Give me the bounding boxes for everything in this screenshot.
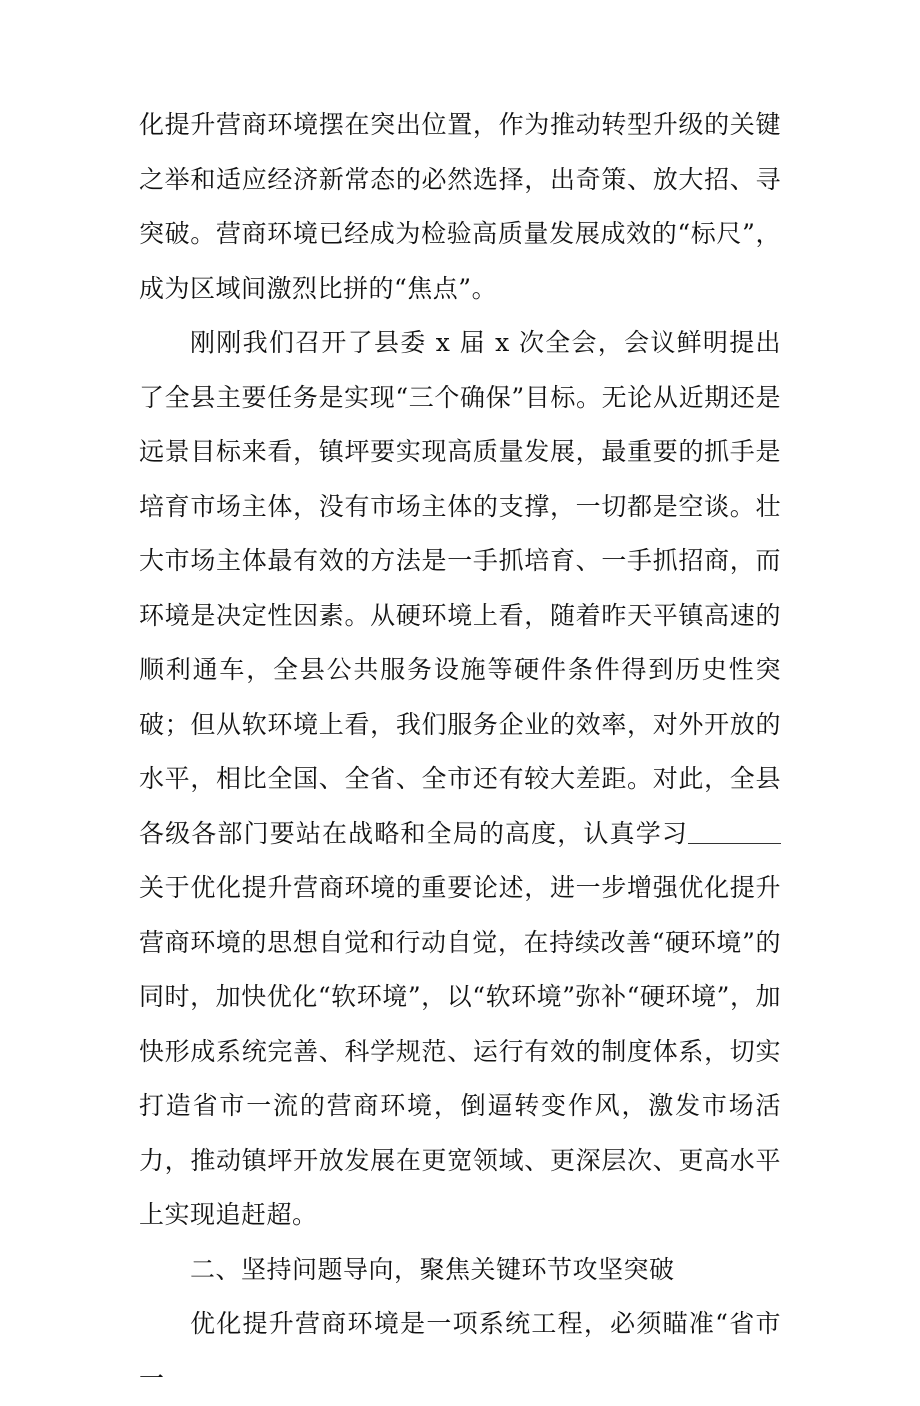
paragraph-text-after-blank: 关于优化提升营商环境的重要论述，进一步增强优化提升营商环境的思想自觉和行动自觉，在持续改善“硬环境”的同时，加快优化“软环境”，以“软环境”弥补“硬环境”，加快形成系统完善、科学规范、运行有效的制度体系，切实打造省市一流的营商环境，倒逼转变作风，激发市场活力，推动镇坪开放发展在更宽领域、更深层次、更高水平上实现追赶超。: [139, 873, 781, 1229]
section-heading-two: 二、坚持问题导向，聚焦关键环节攻坚突破: [190, 1254, 675, 1284]
paragraph-system-engineering: 优化提升营商环境是一项系统工程，必须瞄准“省市一: [139, 1309, 781, 1393]
paragraph-text-before-blank: 刚刚我们召开了县委 x 届 x 次全会，会议鲜明提出了全县主要任务是实现“三个确保”目标。无论从近期还是远景目标来看，镇坪要实现高质量发展，最重要的抓手是培育市场主体，没有市场主体的支撑，一切都是空谈。壮大市场主体最有效的方法是一手抓培育、一手抓招商，而环境是决定性因素。从硬环境上看，随着昨天平镇高速的顺利通车，全县公共服务设施等硬件条件得到历史性突破；但从软环境上看，我们服务企业的效率，对外开放的水平，相比全国、全省、全市还有较大差距。对此，全县各级各部门要站在战略和全局的高度，认真学习: [139, 328, 781, 848]
paragraph-county-plenary: [139, 316, 781, 1243]
fill-in-blank-line: [688, 823, 781, 844]
paragraph-continuation: 化提升营商环境摆在突出位置，作为推动转型升级的关键之举和适应经济新常态的必然选择，出奇策、放大招、寻突破。营商环境已经成为检验高质量发展成效的“标尺”，成为区域间激烈比拼的“焦点”。: [139, 110, 781, 303]
document-body: [139, 98, 781, 1406]
